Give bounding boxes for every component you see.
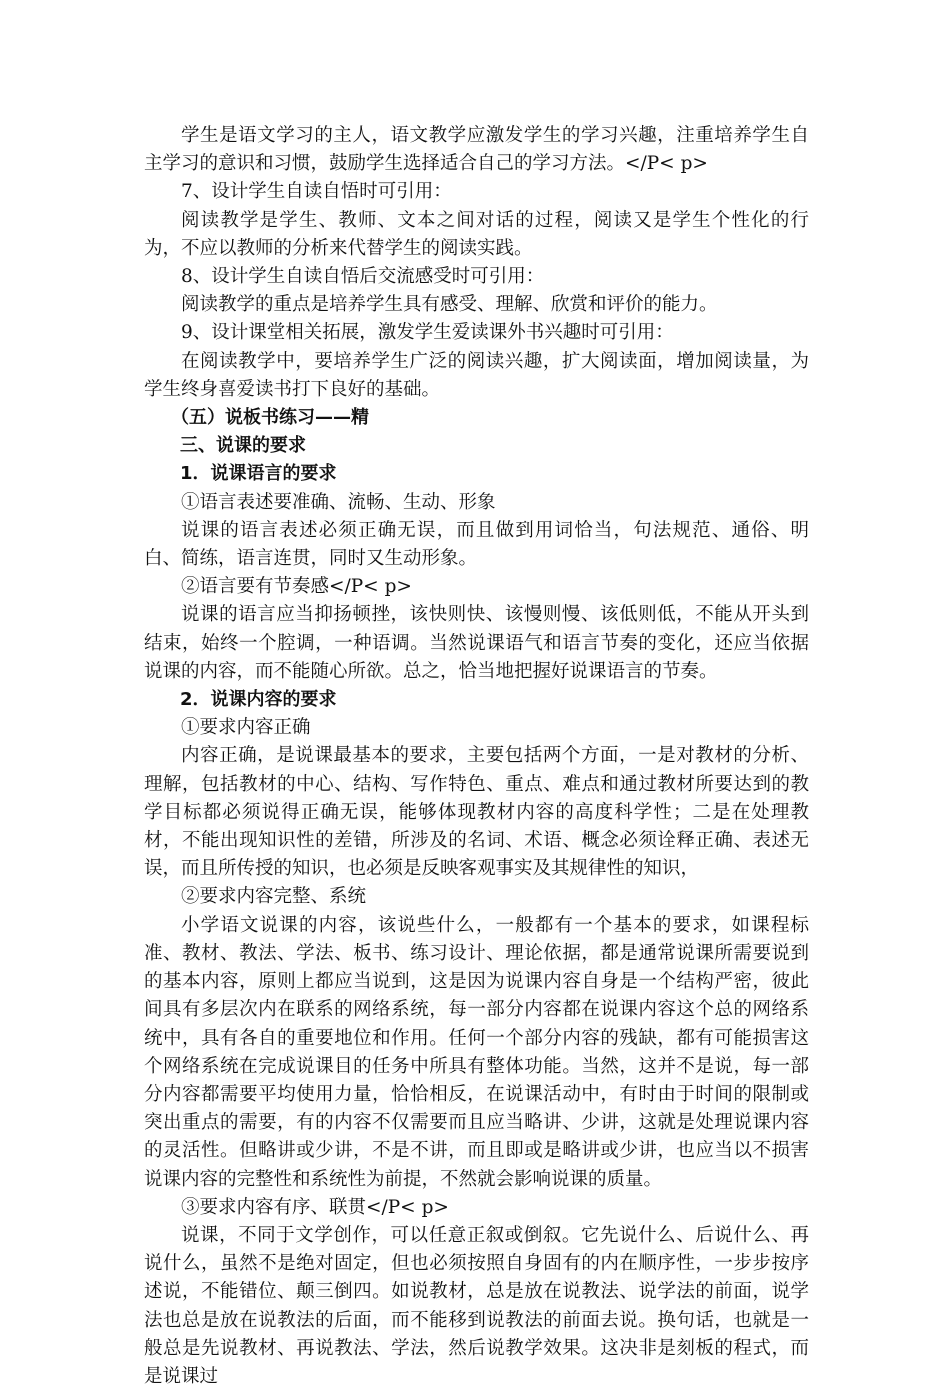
list-item-heading: 7、设计学生自读自悟时可引用： [181,181,452,203]
section-heading: 三、说课的要求 [180,435,306,457]
paragraph: 内容正确，是说课最基本的要求，主要包括两个方面，一是对教材的分析、理解，包括教材的中心、结构、写作特色、重点、难点和通过教材所要达到的教学目标都必须说得正确无误，能够体现教材内容的高度科学性；二是在处理教材，不能出现知识性的差错，所涉及的名词、术语、概念必须诠释正确、表述无误，而且所传授的知识，也必须是反映客观事实及其规律性的知识， [144,745,809,880]
point-heading: ①要求内容正确 [181,717,311,739]
point-heading: ③要求内容有序、联贯</P< p> [181,1196,449,1218]
list-item-heading: 8、设计学生自读自悟后交流感受时可引用： [181,266,545,288]
subsection-heading: 2．说课内容的要求 [180,689,337,711]
paragraph: 阅读教学的重点是培养学生具有感受、理解、欣赏和评价的能力。 [181,294,718,316]
paragraph: 小学语文说课的内容，该说些什么，一般都有一个基本的要求，如课程标准、教材、教法、学法、板书、练习设计、理论依据，都是通常说课所需要说到的基本内容，原则上都应当说到，这是因为说课内容自身是一个结构严密，彼此间具有多层次内在联系的网络系统，每一部分内容都在说课内容这个总的网络系统中，具有各自的重要地位和作用。任何一个部分内容的残缺，都有可能损害这个网络系统在完成说课目的任务中所具有整体功能。当然，这并不是说，每一部分内容都需要平均使用力量，恰恰相反，在说课活动中，有时由于时间的限制或突出重点的需要，有的内容不仅需要而且应当略讲、少讲，这就是处理说课内容的灵活性。但略讲或少讲，不是不讲，而且即或是略讲或少讲，也应当以不损害说课内容的完整性和系统性为前提，不然就会影响说课的质量。 [144,914,809,1190]
paragraph: 说课的语言应当抑扬顿挫，该快则快、该慢则慢、该低则低，不能从开头到结束，始终一个腔调，一种语调。当然说课语气和语言节奏的变化，还应当依据说课的内容，而不能随心所欲。总之，恰当地把握好说课语言的节奏。 [144,604,809,682]
paragraph: 说课的语言表述必须正确无误，而且做到用词恰当，句法规范、通俗、明白、简练，语言连贯，同时又生动形象。 [144,519,809,570]
paragraph: 说课，不同于文学创作，可以任意正叙或倒叙。它先说什么、后说什么、再说什么，虽然不是绝对固定，但也必须按照自身固有的内在顺序性，一步步按序述说，不能错位、颠三倒四。如说教材，总是放在说教法、说学法的前面，说学法也总是放在说教法的后面，而不能移到说教法的前面去说。换句话，也就是一般总是先说教材、再说教法、学法，然后说教学效果。这决非是刻板的程式，而是说课过 [144,1224,809,1387]
paragraph: 在阅读教学中，要培养学生广泛的阅读兴趣，扩大阅读面，增加阅读量，为学生终身喜爱读书打下良好的基础。 [144,350,809,400]
document-body [144,122,809,1391]
paragraph: 学生是语文学习的主人，语文教学应激发学生的学习兴趣，注重培养学生自主学习的意识和习惯，鼓励学生选择适合自己的学习方法。</P< p> [144,125,809,175]
point-heading: ①语言表述要准确、流畅、生动、形象 [181,491,496,513]
point-heading: ②要求内容完整、系统 [181,886,367,908]
section-heading: （五）说板书练习——精 [171,407,369,429]
paragraph: 阅读教学是学生、教师、文本之间对话的过程，阅读又是学生个性化的行为，不应以教师的分析来代替学生的阅读实践。 [144,209,809,259]
point-heading: ②语言要有节奏感</P< p> [181,576,412,598]
list-item-heading: 9、设计课堂相关拓展，激发学生爱读课外书兴趣时可引用： [181,322,674,344]
subsection-heading: 1．说课语言的要求 [180,463,337,485]
